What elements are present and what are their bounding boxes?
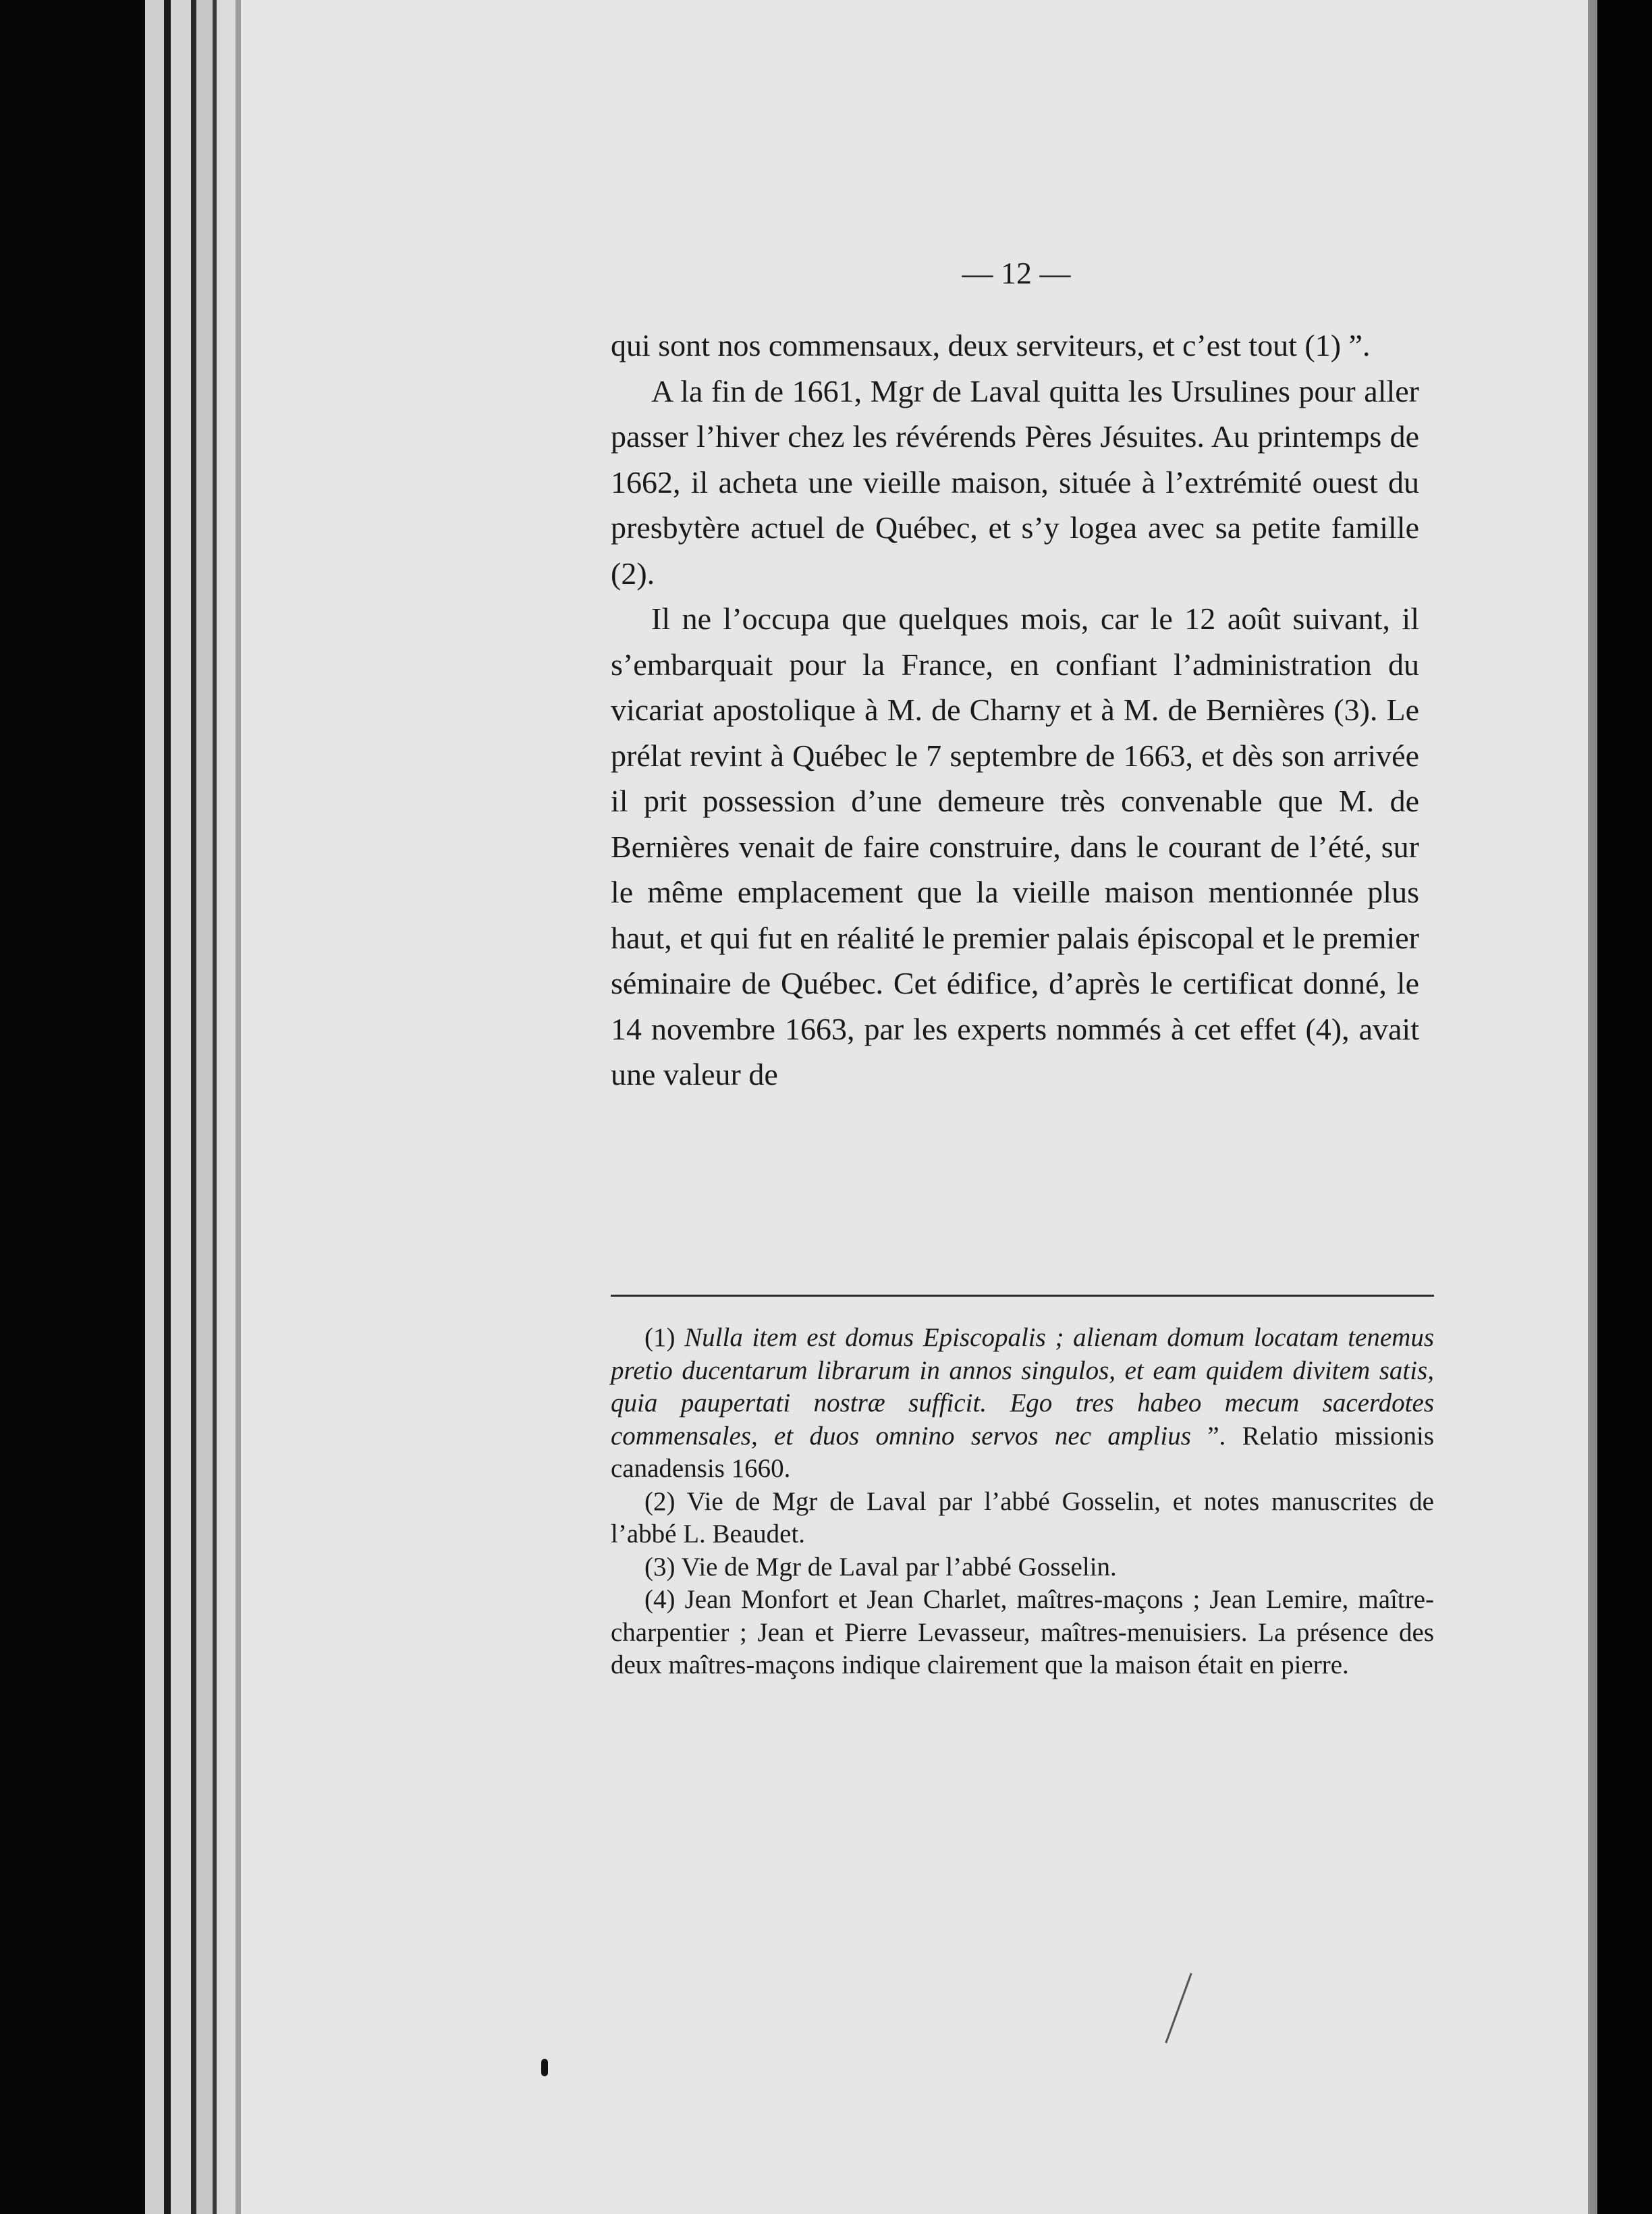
main-text	[611, 323, 1419, 1098]
page-edge-gap	[191, 0, 196, 2214]
footnote-1-number: (1)	[644, 1323, 676, 1352]
footnote-divider	[611, 1295, 1434, 1297]
footnote-2: (2) Vie de Mgr de Laval par l’abbé Gosselin, et notes manuscrites de l’abbé L. Beaudet.	[611, 1486, 1434, 1548]
footnote-3: (3) Vie de Mgr de Laval par l’abbé Gosselin.	[644, 1552, 1117, 1582]
footnote-4: (4) Jean Monfort et Jean Charlet, maîtres-maçons ; Jean Lemire, maître-charpentier ; Jean et Pierre Levasseur, maîtres-menuisiers. La présence des deux maîtres-maçons indique clairement que la maison était en pierre.	[611, 1585, 1434, 1679]
page-number-header: — 12 —	[962, 256, 1071, 290]
footnote-1-latin: Nulla item est domus Episcopalis ; alienam domum locatam tenemus pretio ducentarum librarum in annos singulos, et eam quidem divitem satis, quia paupertati nostræ sufficit. Ego tres habeo mecum sacerdotes commensales, et duos omnino servos nec amplius	[611, 1323, 1434, 1451]
footnotes	[611, 1322, 1434, 1682]
page-edge	[196, 0, 213, 2214]
paragraph: A la fin de 1661, Mgr de Laval quitta les Ursulines pour aller passer l’hiver chez les révérends Pères Jésuites. Au printemps de 1662, il acheta une vieille maison, située à l’extrémité ouest du presbytère actuel de Québec, et s’y logea avec sa petite famille (2).	[611, 373, 1419, 591]
ink-spot	[541, 2059, 548, 2076]
right-scan-border	[1588, 0, 1652, 2214]
right-page-edge	[1588, 0, 1597, 2214]
page-edge	[145, 0, 164, 2214]
paragraph-continuation: qui sont nos commensaux, deux serviteurs, et c’est tout (1) ”.	[611, 328, 1371, 362]
footnote-1	[611, 1322, 1434, 1486]
binding-shadow	[0, 0, 145, 2214]
paragraph: Il ne l’occupa que quelques mois, car le 12 août suivant, il s’embarquait pour la France, en confiant l’administration du vicariat apostolique à M. de Charny et à M. de Bernières (3). Le prélat revint à Québec le 7 septembre de 1663, et dès son arrivée il prit possession d’une demeure très convenable que M. de Bernières venait de faire construire, dans le courant de l’été, sur le même emplacement que la vieille maison mentionnée plus haut, et qui fut en réalité le premier palais épiscopal et le premier séminaire de Québec. Cet édifice, d’après le certificat donné, le 14 novembre 1663, par les experts nommés à cet effet (4), avait une valeur de	[611, 601, 1419, 1091]
page-edge	[217, 0, 236, 2214]
footnote-1-source: ”. Relatio missionis canadensis 1660.	[611, 1421, 1434, 1483]
page-edge	[171, 0, 191, 2214]
page-edge-gap	[236, 0, 241, 2214]
page-edge-gap	[164, 0, 171, 2214]
